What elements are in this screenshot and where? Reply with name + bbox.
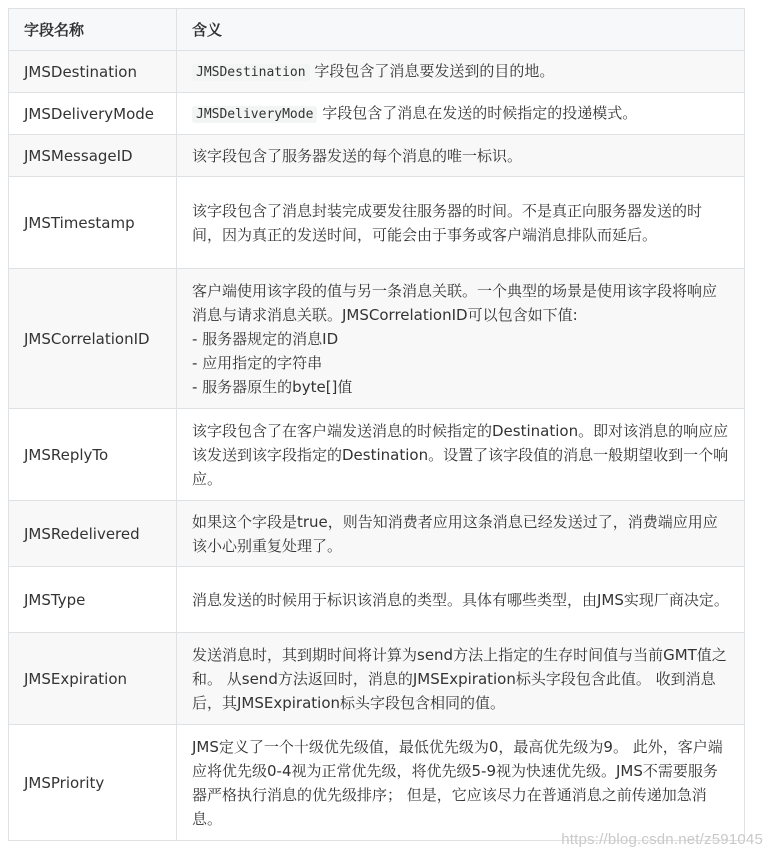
field-meaning-cell: 该字段包含了在客户端发送消息的时候指定的Destination。即对该消息的响应应该发送到该字段指定的Destination。设置了该字段值的消息一般期望收到一个响应。 xyxy=(177,409,745,501)
field-name-cell: JMSRedelivered xyxy=(9,501,177,567)
list-item: - 应用指定的字符串 xyxy=(192,353,323,372)
meaning-text: 客户端使用该字段的值与另一条消息关联。一个典型的场景是使用该字段将响应消息与请求消息关联。JMSCorrelationID可以包含如下值: xyxy=(192,281,718,324)
field-meaning-cell xyxy=(177,51,745,93)
field-name-cell: JMSPriority xyxy=(9,725,177,841)
field-meaning-cell: 消息发送的时候用于标识该消息的类型。具体有哪些类型，由JMS实现厂商决定。 xyxy=(177,567,745,633)
inline-code: JMSDeliveryMode xyxy=(192,106,317,123)
jms-header-fields-table xyxy=(8,8,745,841)
table-header-row xyxy=(9,9,745,51)
field-name-cell: JMSMessageID xyxy=(9,135,177,177)
table-row xyxy=(9,501,745,567)
field-name-cell: JMSCorrelationID xyxy=(9,269,177,409)
field-meaning-cell: 如果这个字段是true，则告知消费者应用这条消息已经发送过了，消费端应用应该小心别重复处理了。 xyxy=(177,501,745,567)
field-name-cell: JMSExpiration xyxy=(9,633,177,725)
list-item: - 服务器规定的消息ID xyxy=(192,329,339,348)
field-name-cell: JMSDeliveryMode xyxy=(9,93,177,135)
table-row xyxy=(9,725,745,841)
field-name-cell: JMSTimestamp xyxy=(9,177,177,269)
table-row xyxy=(9,135,745,177)
watermark: https://blog.csdn.net/z591045 xyxy=(561,831,763,848)
table-row xyxy=(9,409,745,501)
field-meaning-cell: 该字段包含了消息封装完成要发往服务器的时间。不是真正向服务器发送的时间，因为真正的发送时间，可能会由于事务或客户端消息排队而延后。 xyxy=(177,177,745,269)
header-meaning: 含义 xyxy=(177,9,745,51)
table-row xyxy=(9,93,745,135)
field-name-cell: JMSDestination xyxy=(9,51,177,93)
table-row xyxy=(9,177,745,269)
table-row xyxy=(9,269,745,409)
table-row xyxy=(9,633,745,725)
field-meaning-cell: JMS定义了一个十级优先级值，最低优先级为0，最高优先级为9。 此外，客户端应将优先级0-4视为正常优先级，将优先级5-9视为快速优先级。JMS不需要服务器严格执行消息的优先级排序； 但是，它应该尽力在普通消息之前传递加急消息。 xyxy=(177,725,745,841)
list-item: - 服务器原生的byte[]值 xyxy=(192,377,353,396)
field-name-cell: JMSReplyTo xyxy=(9,409,177,501)
field-name-cell: JMSType xyxy=(9,567,177,633)
inline-code: JMSDestination xyxy=(192,64,310,81)
field-meaning-cell: 发送消息时，其到期时间将计算为send方法上指定的生存时间值与当前GMT值之和。 从send方法返回时，消息的JMSExpiration标头字段包含此值。 收到消息后，其JMSExpiration标头字段包含相同的值。 xyxy=(177,633,745,725)
meaning-text: 字段包含了消息要发送到的目的地。 xyxy=(314,61,555,80)
table-row xyxy=(9,51,745,93)
table-row xyxy=(9,567,745,633)
field-meaning-cell xyxy=(177,93,745,135)
header-field-name: 字段名称 xyxy=(9,9,177,51)
field-meaning-cell: 该字段包含了服务器发送的每个消息的唯一标识。 xyxy=(177,135,745,177)
meaning-text: 字段包含了消息在发送的时候指定的投递模式。 xyxy=(322,103,638,122)
field-meaning-cell xyxy=(177,269,745,409)
